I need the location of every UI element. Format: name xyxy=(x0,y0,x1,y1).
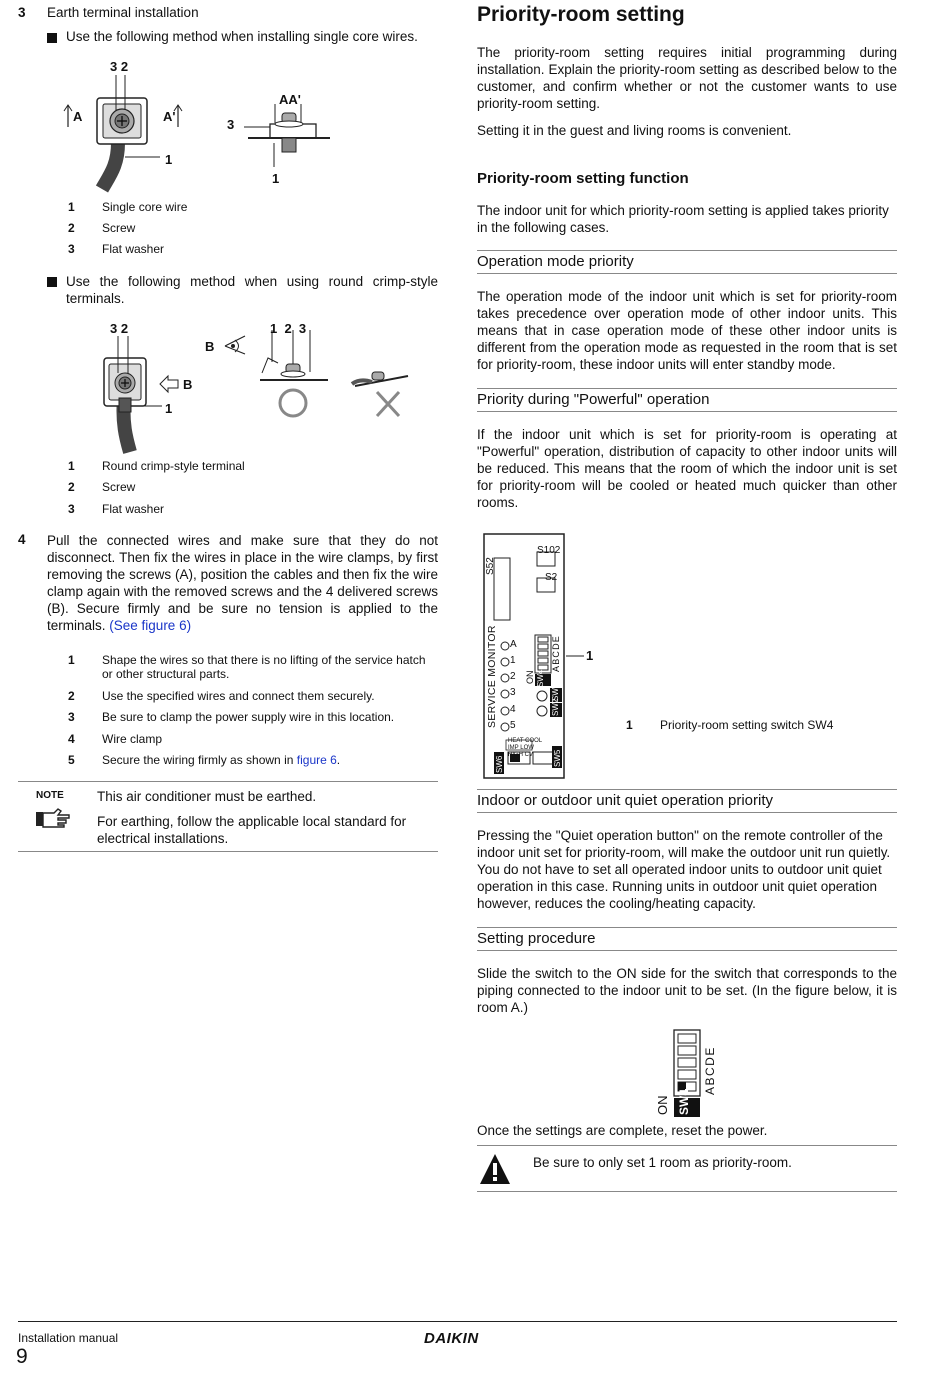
led-label: 2 xyxy=(510,671,516,682)
fig2-label-1: 1 xyxy=(165,401,173,416)
step3-number: 3 xyxy=(18,5,26,20)
section-rule xyxy=(477,388,897,389)
fig2-label-123: 1 2 3 xyxy=(270,321,307,336)
service-monitor-label: SERVICE MONITOR xyxy=(486,625,498,728)
figure-6-link[interactable]: figure 6 xyxy=(296,753,337,767)
footer-label: Installation manual xyxy=(18,1331,119,1345)
sw6-label: SW6 xyxy=(495,755,504,773)
label-s102: S102 xyxy=(537,545,561,556)
warning-text: Be sure to only set 1 room as priority-room. xyxy=(533,1155,792,1170)
fig1-label-aa: AA' xyxy=(279,92,301,107)
fig2-label-b-eye: B xyxy=(205,339,215,354)
fig1-label-a: A xyxy=(73,109,83,124)
warning-top-rule xyxy=(477,1145,897,1146)
section-rule xyxy=(477,273,897,274)
dip-sw4-label: SW4 xyxy=(677,1088,691,1115)
bullet-square xyxy=(47,275,57,290)
single-core-wire-figure xyxy=(60,55,350,195)
abcde-label: ABCDE xyxy=(551,634,561,672)
fig1-label-32: 3 2 xyxy=(110,59,129,74)
fig2-label-b-arrow: B xyxy=(183,377,193,392)
procedure-heading: Setting procedure xyxy=(477,930,596,947)
wire-shape xyxy=(102,143,118,189)
function-heading: Priority-room setting function xyxy=(477,170,689,187)
section-rule xyxy=(477,812,897,813)
led-label: 4 xyxy=(510,704,516,715)
section-rule xyxy=(477,250,897,251)
warning-bottom-rule xyxy=(477,1191,897,1192)
label-s2: S2 xyxy=(545,572,558,583)
note-bottom-rule xyxy=(18,851,438,852)
label-s52: S52 xyxy=(485,557,496,575)
led-label: 5 xyxy=(510,720,516,731)
single-core-instruction: Use the following method when installing single core wires. xyxy=(66,29,418,44)
sw5-label: SW5 xyxy=(553,749,562,767)
intro-paragraph: The priority-room setting requires initial programming during installation. Explain the priority-room setting as described below to the customer, and confirm whether or not the customer wants to use priority-room setting. xyxy=(477,45,897,111)
fig1-label-1b: 1 xyxy=(272,171,280,186)
on-label: ON xyxy=(525,670,535,684)
note-top-rule xyxy=(18,781,438,782)
section-rule xyxy=(477,789,897,790)
powerful-text: If the indoor unit which is set for priority-room is operating at "Powerful" operation, distribution of capacity to other indoor units will be reduced. This means that the room of which the indoor unit is set for priority-room will be cooled or heated much quicker than other rooms. xyxy=(477,427,897,510)
section-rule xyxy=(477,927,897,928)
page-number: 9 xyxy=(16,1345,28,1368)
see-figure-6-link[interactable]: (See figure 6) xyxy=(109,618,192,633)
footer-rule xyxy=(18,1321,897,1322)
bullet-square xyxy=(47,31,57,46)
sw2-label: SW2 xyxy=(551,698,560,716)
procedure-text: Slide the switch to the ON side for the switch that corresponds to the piping connected to the indoor unit to be set. (In the figure below, it is room A.) xyxy=(477,966,897,1015)
after-settings-text: Once the settings are complete, reset the power. xyxy=(477,1123,768,1138)
page-title: Priority-room setting xyxy=(477,3,685,26)
dip-on-label: ON xyxy=(655,1095,670,1115)
step4-number: 4 xyxy=(18,532,26,547)
section-rule xyxy=(477,411,897,412)
quiet-heading: Indoor or outdoor unit quiet operation priority xyxy=(477,792,774,809)
mode-labels: HEAT COOL IMP LOW HIGH CV xyxy=(508,738,542,758)
fig1-label-a-prime: A' xyxy=(163,109,176,124)
sw3-label: SW3 xyxy=(551,683,560,701)
fig2-label-32: 3 2 xyxy=(110,321,129,336)
note-line-1: This air conditioner must be earthed. xyxy=(97,789,317,804)
step4-text: Pull the connected wires and make sure that they do not disconnect. Then fix the wires in place in the wire clamps, by first removing the screws (A), position the cables and then fix the wire clamp again with the removed screws and the 4 delivered screws (B). Secure firmly and be sure no tension is applied to the terminals. (See figure 6) xyxy=(47,533,438,633)
pointing-hand-icon xyxy=(34,806,72,832)
note-line-2: For earthing, follow the applicable local standard for electrical installations. xyxy=(97,814,407,846)
note-label: NOTE xyxy=(36,790,64,801)
op-mode-text: The operation mode of the indoor unit which is set for priority-room takes precedence over operation mode of other indoor units. This means that in case operation mode of these other indoor units is different from the operation mode as requested in the room that is set for priority-room, these indoor units will enter standby mode. xyxy=(477,289,897,372)
led-label: 3 xyxy=(510,687,516,698)
warning-icon xyxy=(478,1152,512,1186)
board-callout-1: 1 xyxy=(586,648,594,663)
powerful-heading: Priority during "Powerful" operation xyxy=(477,391,710,408)
function-text: The indoor unit for which priority-room setting is applied takes priority in the following cases. xyxy=(477,203,889,235)
sw4-label: SW4 xyxy=(536,669,545,687)
fig1-label-1: 1 xyxy=(165,152,173,167)
intro-paragraph-2: Setting it in the guest and living rooms is convenient. xyxy=(477,123,792,138)
daikin-logo: DAIKIN xyxy=(424,1330,479,1347)
section-rule xyxy=(477,950,897,951)
op-mode-heading: Operation mode priority xyxy=(477,253,634,270)
led-label: 1 xyxy=(510,655,516,666)
fig1-label-3: 3 xyxy=(227,117,235,132)
crimp-terminal-figure xyxy=(90,318,420,458)
led-label: A xyxy=(510,639,517,650)
dip-abcde-label: ABCDE xyxy=(703,1046,717,1095)
step3-title: Earth terminal installation xyxy=(47,5,199,20)
quiet-text: Pressing the "Quiet operation button" on the remote controller of the indoor unit set for priority-room, will make the outdoor unit run quietly. You do not have to set all operated indoor units to outdoor unit quiet operation in this case. Running units in outdoor unit quiet operation however, reduces the cooling/heating capacity. xyxy=(477,828,891,911)
crimp-instruction: Use the following method when using round crimp-style terminals. xyxy=(66,274,438,306)
